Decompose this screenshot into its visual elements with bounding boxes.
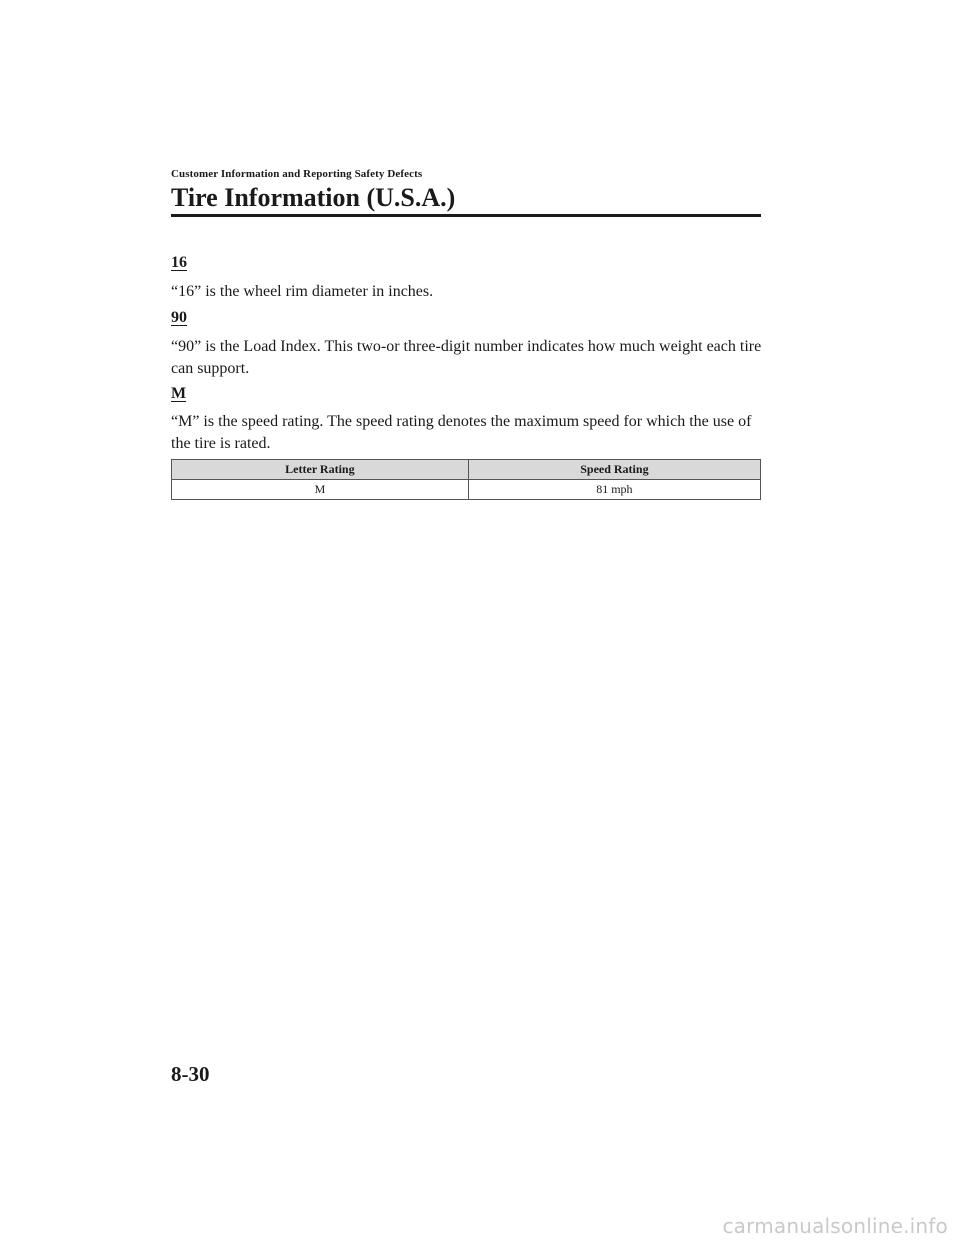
page-number: 8-30 [171,1062,210,1086]
page-title: Tire Information (U.S.A.) [171,183,456,212]
description-speed-rating: “M” is the speed rating. The speed rating denotes the maximum speed for which the use of the tire is rated. [171,413,752,452]
description-rim-diameter: “16” is the wheel rim diameter in inches. [171,283,434,300]
speed-rating-table [171,459,761,500]
column-header-letter-rating: Letter Rating [172,460,469,480]
description-load-index: “90” is the Load Index. This two-or three-digit number indicates how much weight each tire can support. [171,338,762,377]
term-speed-rating: M [171,385,187,402]
column-header-speed-rating: Speed Rating [468,460,760,480]
letter-rating-cell: M [172,480,469,500]
header-rule [171,214,761,217]
table-header-row [172,460,761,480]
term-rim-diameter: 16 [171,254,187,271]
header-kicker: Customer Information and Reporting Safety Defects [171,168,423,180]
term-load-index: 90 [171,309,187,326]
watermark: carmanualsonline.info [722,1214,948,1238]
speed-rating-cell: 81 mph [468,480,760,500]
table-row [172,480,761,500]
